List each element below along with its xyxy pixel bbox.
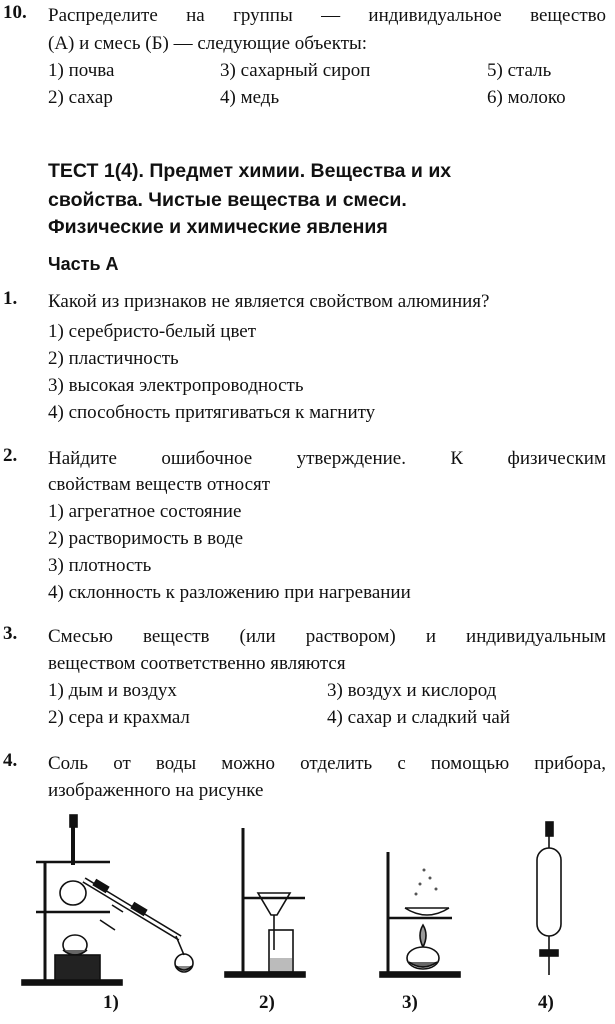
test-title-line1: ТЕСТ 1(4). Предмет химии. Вещества и их: [48, 160, 452, 182]
q2-option-2: 2) растворимость в воде: [48, 528, 244, 549]
q1-option-3: 3) высокая электропроводность: [48, 375, 304, 396]
q3-option-3: 3) воздух и кислород: [327, 680, 497, 701]
q2-option-3: 3) плотность: [48, 555, 152, 576]
evaporation-apparatus-icon: [380, 852, 460, 977]
question-2-text-line2: свойствам веществ относят: [48, 474, 271, 495]
q10-option-5: 5) сталь: [487, 60, 552, 81]
question-1-number: 1.: [3, 288, 18, 309]
q2-option-4: 4) склонность к разложению при нагревании: [48, 582, 411, 603]
question-1-text: Какой из признаков не является свойством алюминия?: [48, 291, 490, 312]
figure-label-3: 3): [402, 992, 418, 1013]
q10-option-6: 6) молоко: [487, 87, 566, 108]
filtration-apparatus-icon: [225, 828, 305, 977]
question-4-text-line1: Соль от воды можно отделить с помощью прибора,: [48, 753, 606, 774]
q10-option-3: 3) сахарный сироп: [220, 60, 371, 81]
question-4-number: 4.: [3, 750, 18, 771]
q1-option-1: 1) серебристо-белый цвет: [48, 321, 257, 342]
q3-option-4: 4) сахар и сладкий чай: [327, 707, 511, 728]
question-2-number: 2.: [3, 445, 18, 466]
q1-option-4: 4) способность притягиваться к магниту: [48, 402, 376, 423]
question-3-number: 3.: [3, 623, 18, 644]
q10-option-2: 2) сахар: [48, 87, 113, 108]
question-4-text-line2: изображенного на рисунке: [48, 780, 264, 801]
q1-option-2: 2) пластичность: [48, 348, 179, 369]
figure-label-4: 4): [538, 992, 554, 1013]
q10-option-4: 4) медь: [220, 87, 280, 108]
q2-option-1: 1) агрегатное состояние: [48, 501, 242, 522]
q3-option-2: 2) сера и крахмал: [48, 707, 190, 728]
question-3-text-line1: Смесью веществ (или раствором) и индивидуальным: [48, 626, 606, 647]
question-10-text-line1: Распределите на группы — индивидуальное вещество: [48, 5, 606, 26]
test-title-line3: Физические и химические явления: [48, 216, 388, 238]
separatory-funnel-icon: [537, 822, 561, 975]
figure-label-1: 1): [103, 992, 119, 1013]
part-heading: Часть А: [48, 254, 119, 274]
question-3-text-line2: веществом соответственно являются: [48, 653, 346, 674]
question-2-text-line1: Найдите ошибочное утверждение. К физическим: [48, 448, 606, 469]
figure-label-2: 2): [259, 992, 275, 1013]
distillation-apparatus-icon: [22, 815, 193, 985]
q3-option-1: 1) дым и воздух: [48, 680, 177, 701]
question-10-text-line2: (А) и смесь (Б) — следующие объекты:: [48, 33, 368, 54]
question-10-number: 10.: [3, 2, 27, 23]
q10-option-1: 1) почва: [48, 60, 115, 81]
test-title-line2: свойства. Чистые вещества и смеси.: [48, 189, 407, 211]
